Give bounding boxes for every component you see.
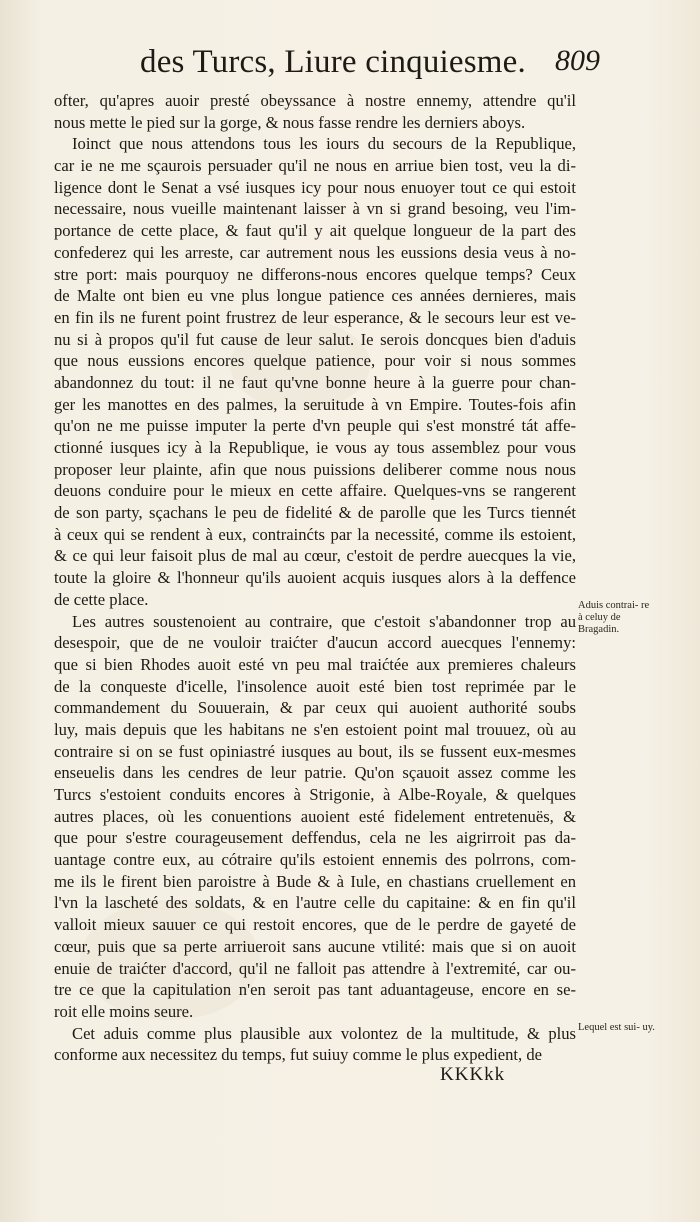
- text-line: ger les manottes en des palmes, la seruitude à vn Empire. Toutes-fois afin: [54, 394, 576, 414]
- text-line: Cet aduis comme plus plausible aux volontez de la multitude, & plus: [72, 1023, 576, 1043]
- signature-mark: KKKkk: [440, 1064, 506, 1085]
- text-line: conforme aux necessitez du temps, fut suiuy comme le plus expedient, de: [54, 1045, 542, 1065]
- text-line: nous mette le pied sur la gorge, & nous fasse rendre les derniers aboys.: [54, 112, 526, 132]
- text-line: que pour s'estre courageusement deffendus, cela ne les aigrirroit pas da-: [54, 828, 576, 848]
- text-line: contraire si on se fust opiniastré iusques au bout, ils se fussent eux-mesmes: [54, 741, 576, 761]
- text-line: nu si à propos qu'il fut cause de leur salut. Ie serois doncques bien d'aduis: [54, 329, 576, 349]
- page-header: [140, 44, 600, 88]
- text-line: desespoir, que de ne vouloir traićter d'aucun accord auecques l'ennemy:: [54, 633, 576, 653]
- text-line: luy, mais depuis que les habitans ne s'en estoient point mal trouuez, où au: [54, 719, 576, 739]
- text-line: commandement du Souuerain, & par ceux qui auoient authorité soubs: [54, 698, 576, 718]
- page-number: 809: [555, 44, 600, 77]
- margin-note-lequel: Lequel est sui- uy.: [578, 1022, 655, 1033]
- text-line: à ceux qui se rendent à eux, contrainćts par la necessité, comme ils estoient,: [54, 524, 576, 544]
- text-line: deuons conduire pour le mieux en cette affaire. Quelques-vns se rangerent: [54, 481, 576, 501]
- body-text: [54, 90, 576, 1066]
- text-line: en fin ils ne furent point frustrez de leur esperance, & le secours leur est ve-: [54, 307, 576, 327]
- running-title: des Turcs, Liure cinquiesme.: [140, 44, 526, 80]
- text-line: car ie ne me sçaurois persuader qu'il ne nous en arriue bien tost, veu la di-: [54, 156, 576, 176]
- text-line: de cette place.: [54, 589, 149, 609]
- text-line: de Malte ont bien eu vne plus longue patience ces années dernieres, mais: [54, 286, 576, 306]
- text-line: Ioinct que nous attendons tous les iours du secours de la Republique,: [72, 134, 576, 154]
- text-line: autres places, où les conuentions auoient esté fidelement entretenuës, &: [54, 806, 576, 826]
- text-line: que nous eussions encores quelque patience, pour voir si nous sommes: [54, 351, 576, 371]
- text-line: & ce qui leur faisoit plus de mal au cœur, c'estoit de perdre auecques la vie,: [54, 546, 576, 566]
- text-line: abandonnez du tout: il ne faut qu'vne bonne heure à la guerre pour chan-: [54, 372, 576, 392]
- text-line: que si bien Rhodes auoit esté vn peu mal traićtée aux premieres chaleurs: [54, 654, 576, 674]
- text-line: ctionné iusques icy à la Republique, ie vous ay tous assemblez pour vous: [54, 438, 576, 457]
- text-line: enuie de traićter d'accord, qu'il ne falloit pas attendre à l'extremité, car ou-: [54, 958, 576, 978]
- text-line: de son party, sçachans le peu de fidelité & de parolle que les Turcs tiennét: [54, 503, 576, 523]
- text-line: Les autres soustenoient au contraire, que c'estoit s'abandonner trop au: [72, 611, 576, 631]
- text-line: valloit mieux sauuer ce qui restoit encores, que de le perdre de gayeté de: [54, 915, 576, 935]
- text-line: uantage contre eux, au cótraire qu'ils estoient ennemis des polrrons, com-: [54, 850, 576, 870]
- text-line: qu'on ne me puisse imputer la perte d'vn peuple qui s'est monstré tát affe-: [54, 416, 576, 436]
- text-line: necessaire, nous vueille maintenant laisser à vn si grand besoing, veu l'im-: [54, 199, 576, 219]
- text-line: toute la gloire & l'honneur qu'ils auoient acquis iusques alors à la deffence: [54, 568, 576, 588]
- text-line: cœur, puis que sa perte arriueroit sans aucune vtilité: mais que si on auoit: [54, 936, 576, 956]
- margin-note-aduis: Aduis contrai- re à celuy de Bragadin.: [578, 600, 650, 635]
- text-line: ofter, qu'apres auoir presté obeyssance à nostre ennemy, attendre qu'il: [54, 91, 576, 110]
- text-line: confederez qui les arreste, car autrement nous les eussions desia veus à no-: [54, 242, 576, 262]
- text-line: Turcs s'estoient conduits encores à Strigonie, à Albe-Royale, & quelques: [54, 785, 576, 804]
- text-line: stre port: mais pourquoy ne differons-nous encores quelque temps? Ceux: [54, 264, 576, 284]
- text-line: tre ce que la capitulation n'en seroit pas tant aduantageuse, encore en se-: [54, 980, 576, 1000]
- text-line: roit elle moins seure.: [54, 1001, 194, 1021]
- text-line: enseuelis dans les cendres de leur patrie. Qu'on sçauoit assez comme les: [54, 763, 576, 783]
- text-line: portance de cette place, & faut qu'il y ait quelque longueur de la part des: [54, 221, 576, 241]
- text-line: me ils le firent bien paroistre à Bude & à Iule, en chastians cruellement en: [54, 871, 576, 891]
- text-line: proposer leur plainte, afin que nous puissions deliberer comme nous nous: [54, 459, 576, 479]
- text-line: ligence dont le Senat a vsé iusques icy pour nous enuoyer tout ce qui estoit: [54, 177, 576, 197]
- text-line: l'vn la lascheté des soldats, & en l'autre celle du capitaine: & en fin qu'il: [54, 893, 576, 913]
- text-line: de la conqueste d'icelle, l'insolence auoit esté bien tost reprimée par le: [54, 676, 576, 696]
